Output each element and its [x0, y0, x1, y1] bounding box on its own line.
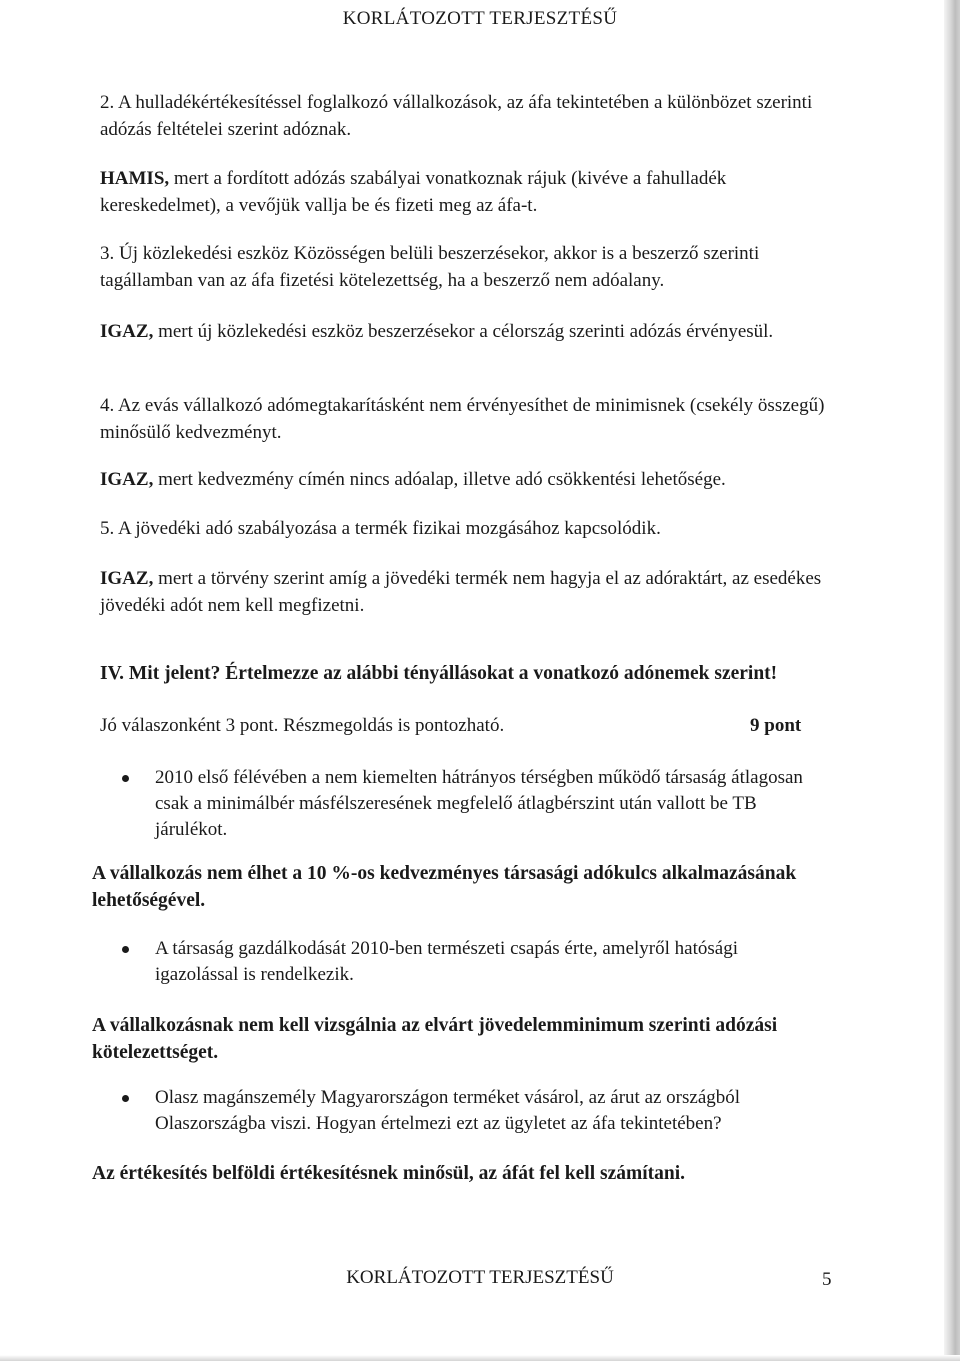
- points-total: 9 pont: [750, 715, 802, 736]
- page-header: KORLÁTOZOTT TERJESZTÉSŰ: [342, 8, 618, 29]
- answer-3: [100, 318, 850, 345]
- verdict-3: IGAZ,: [100, 321, 154, 342]
- answer-5: [100, 565, 850, 619]
- bullet-icon: [122, 775, 129, 782]
- scan-bottom-shadow: [0, 1355, 960, 1361]
- explanation-5: mert a törvény szerint amíg a jövedéki termék nem hagyja el az adóraktárt, az esedékes jövedéki adót nem kell megfizetni.: [100, 568, 822, 616]
- case-1: [122, 765, 822, 843]
- explanation-2: mert a fordított adózás szabályai vonatkoznak rájuk (kivéve a fahulladék kereskedelmet), a vevőjük vallja be és fizeti meg az áfa-t.: [100, 168, 727, 216]
- statement-4: 4. Az evás vállalkozó adómegtakarításként nem érvényesíthet de minimisnek (csekély összegű) minősülő kedvezményt.: [100, 395, 825, 443]
- statement-3: 3. Új közlekedési eszköz Közösségen belüli beszerzésekor, akkor is a beszerző szerinti tagállamban van az áfa fizetési kötelezettség, ha a beszerző nem adóalany.: [100, 243, 760, 291]
- case-3-text: Olasz magánszemély Magyarországon terméket vásárol, az árut az országból Olaszországba viszi. Hogyan értelmezi ezt az ügyletet az áfa tekintetében?: [155, 1087, 741, 1134]
- explanation-3: mert új közlekedési eszköz beszerzésekor a célország szerinti adózás érvényesül.: [153, 321, 774, 342]
- page-footer: KORLÁTOZOTT TERJESZTÉSŰ: [346, 1267, 614, 1288]
- scan-edge-shadow: [944, 0, 960, 1361]
- answer-2: [100, 165, 850, 219]
- verdict-2: HAMIS,: [100, 168, 170, 189]
- page-number: 5: [822, 1269, 832, 1290]
- scoring-note: Jó válaszonként 3 pont. Részmegoldás is pontozható.: [100, 715, 505, 736]
- explanation-4: mert kedvezmény címén nincs adóalap, illetve adó csökkentési lehetősége.: [153, 469, 726, 490]
- case-3: [122, 1085, 822, 1137]
- statement-5: 5. A jövedéki adó szabályozása a termék fizikai mozgásához kapcsolódik.: [100, 518, 661, 539]
- case-2-answer: A vállalkozásnak nem kell vizsgálnia az elvárt jövedelemminimum szerinti adózási kötelezettséget.: [92, 1015, 778, 1063]
- case-3-answer: Az értékesítés belföldi értékesítésnek minősül, az áfát fel kell számítani.: [92, 1163, 686, 1184]
- bullet-icon: [122, 946, 129, 953]
- verdict-5: IGAZ,: [100, 568, 154, 589]
- answer-4: [100, 466, 850, 493]
- section-title: IV. Mit jelent? Értelmezze az alábbi tényállásokat a vonatkozó adónemek szerint!: [100, 663, 778, 684]
- case-2-text: A társaság gazdálkodását 2010-ben természeti csapás érte, amelyről hatósági igazolással is rendelkezik.: [155, 938, 738, 985]
- case-1-answer: A vállalkozás nem élhet a 10 %-os kedvezményes társasági adókulcs alkalmazásának lehetőségével.: [92, 863, 797, 911]
- case-1-text: 2010 első félévében a nem kiemelten hátrányos térségben működő társaság átlagosan csak a minimálbér másfélszeresének megfelelő átlagbérszint után vallott be TB járulékot.: [155, 767, 803, 840]
- case-2: [122, 936, 822, 988]
- bullet-icon: [122, 1095, 129, 1102]
- verdict-4: IGAZ,: [100, 469, 154, 490]
- statement-2: 2. A hulladékértékesítéssel foglalkozó vállalkozások, az áfa tekintetében a különbözet szerinti adózás feltételei szerint adóznak.: [100, 92, 813, 140]
